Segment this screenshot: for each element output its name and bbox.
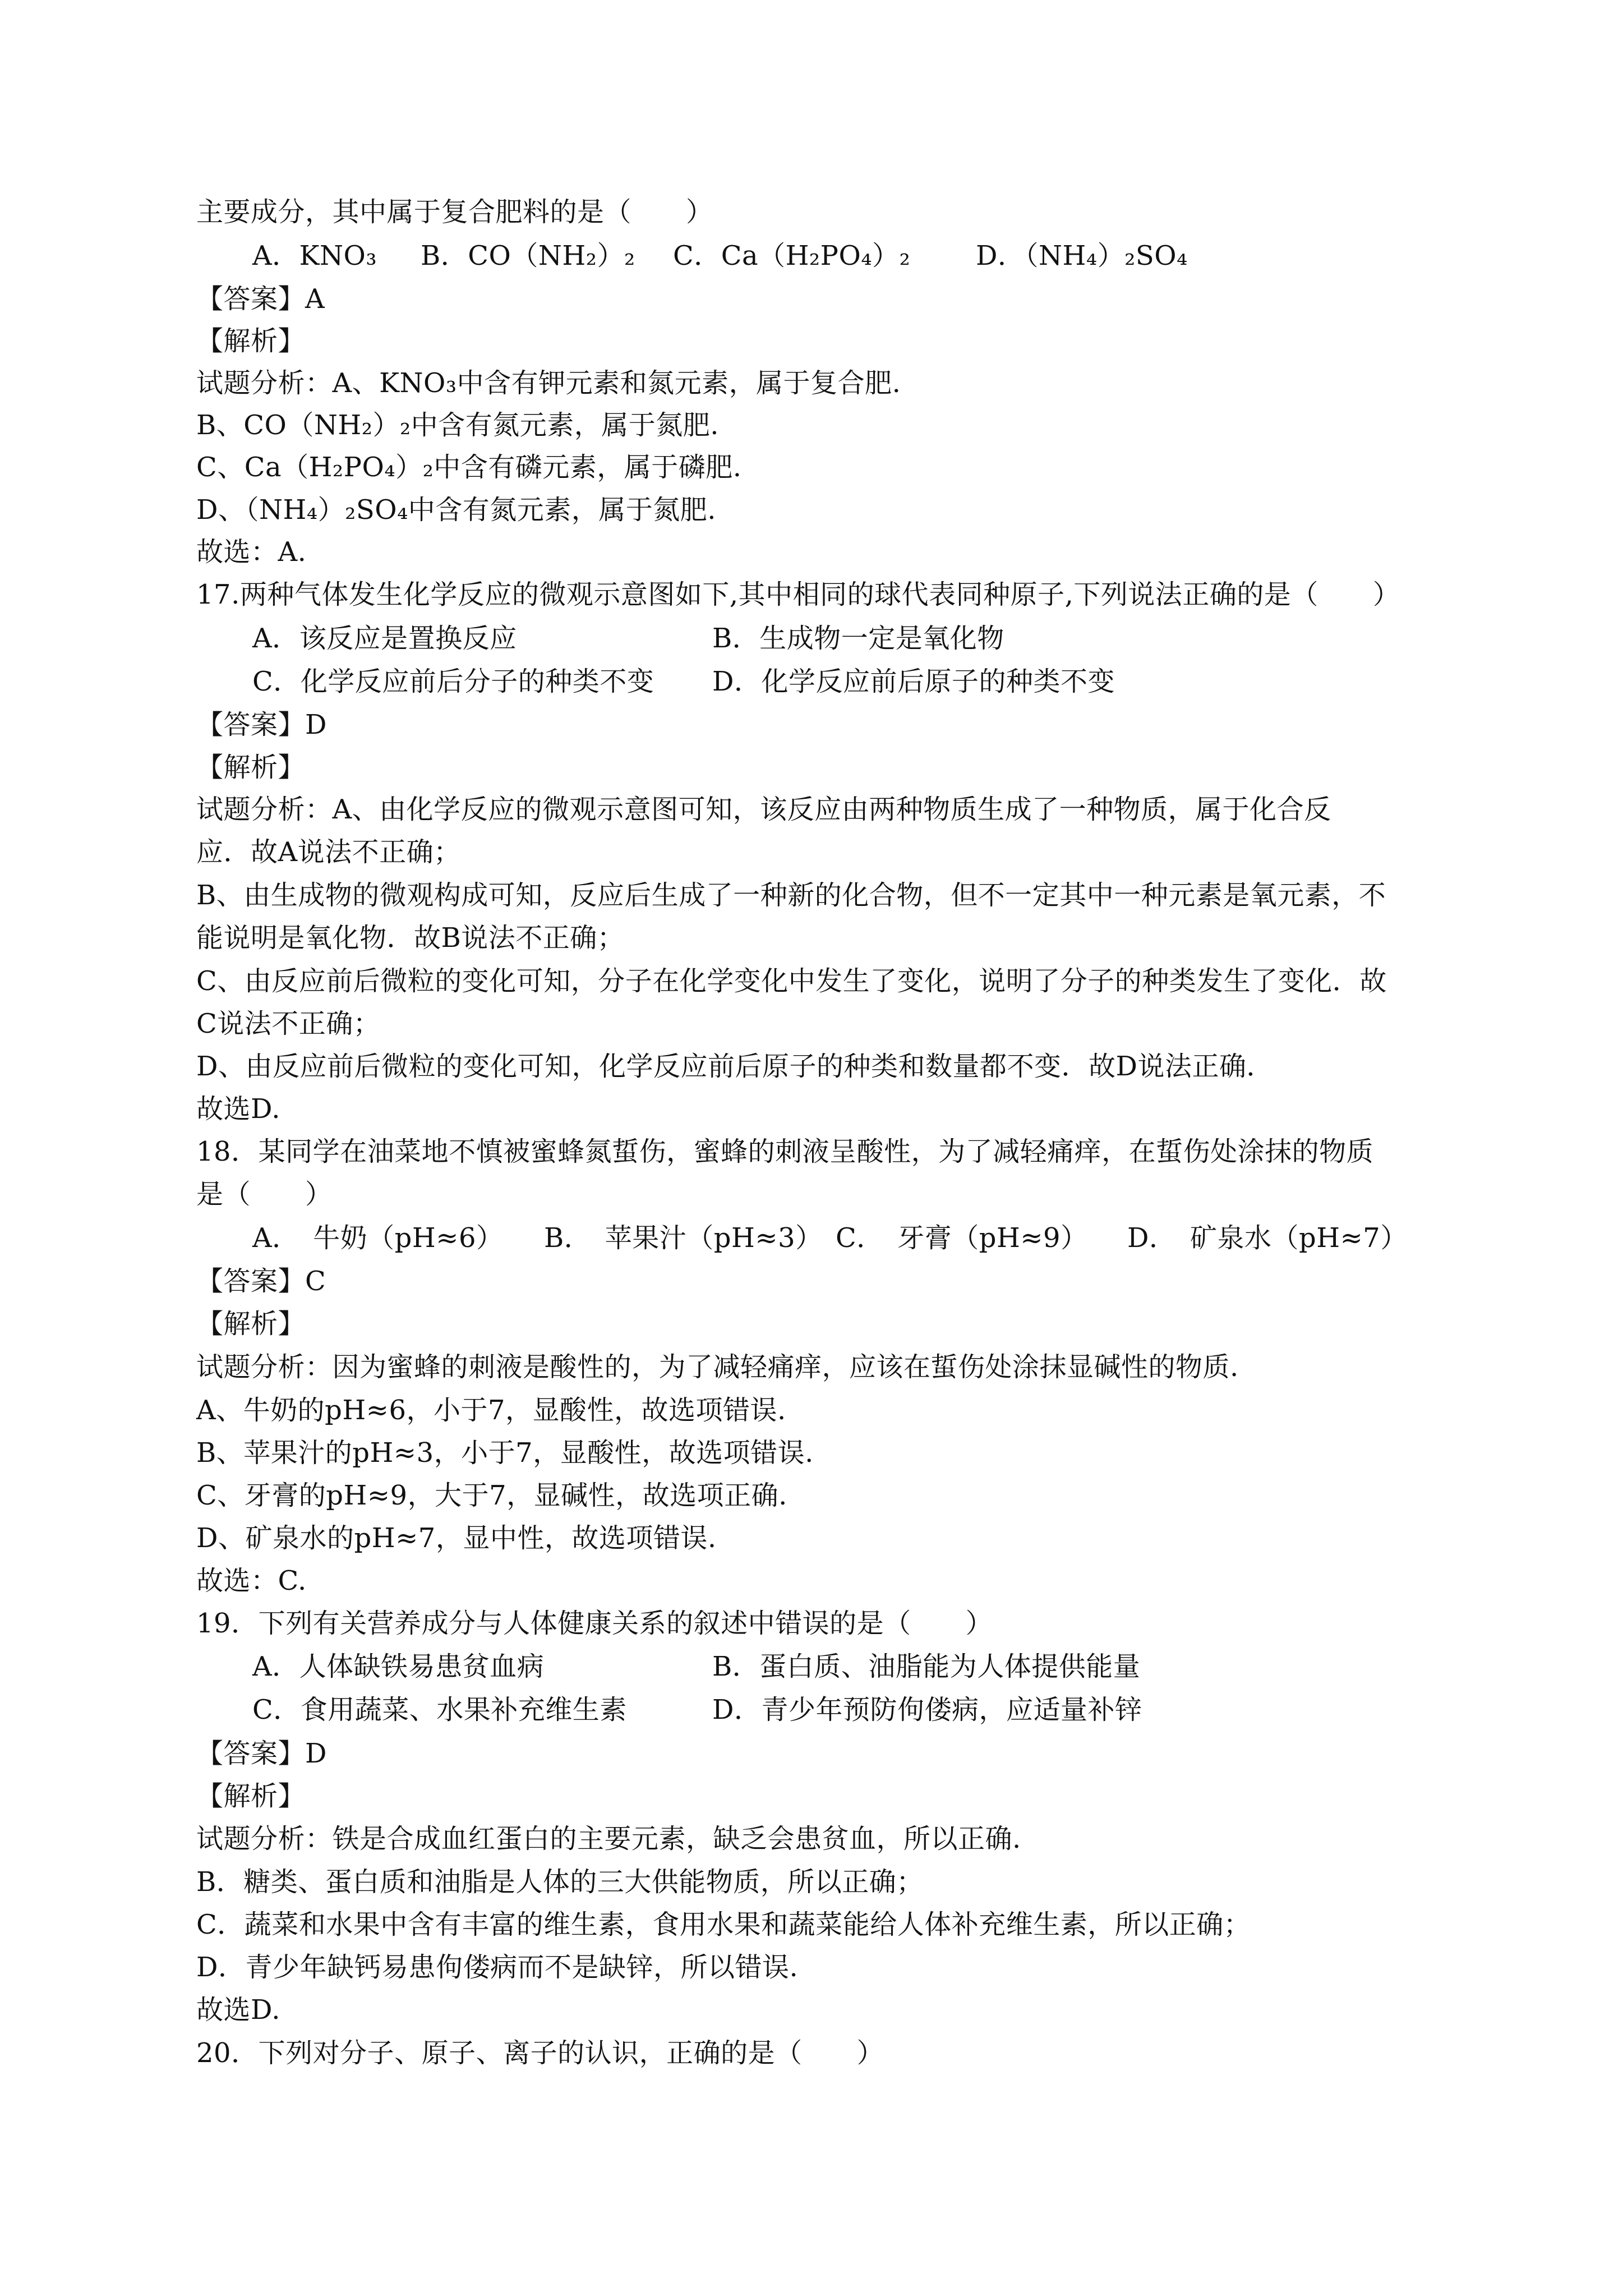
q16-options <box>252 239 1188 273</box>
q19-analysis-line: 故选D. <box>196 1994 281 2026</box>
q16-option-a: A．KNO₃ <box>252 240 377 272</box>
q19-option-d: D．青少年预防佝偻病，应适量补锌 <box>712 1694 1142 1726</box>
q16-option-d: D．（NH₄）₂SO₄ <box>976 240 1188 272</box>
q19-stem: 19．下列有关营养成分与人体健康关系的叙述中错误的是（ ） <box>196 1608 993 1639</box>
q16-analysis-line: 故选：A. <box>196 536 307 568</box>
q18-analysis-line: C、牙膏的pH≈9，大于7，显碱性，故选项正确. <box>196 1480 787 1511</box>
q17-stem: 17.两种气体发生化学反应的微观示意图如下,其中相同的球代表同种原子,下列说法正确的是（ ） <box>196 579 1400 610</box>
q17-analysis-line: C、由反应前后微粒的变化可知，分子在化学变化中发生了变化，说明了分子的种类发生了变化．故 <box>196 965 1387 997</box>
q17-options-row2 <box>252 665 1115 698</box>
q19-answer: 【答案】D <box>196 1738 327 1769</box>
q18-analysis-title: 【解析】 <box>196 1308 306 1340</box>
q18-option-a: A． 牛奶（pH≈6） <box>252 1222 504 1254</box>
q17-analysis-title: 【解析】 <box>196 752 306 783</box>
q18-stem-line: 18．某同学在油菜地不慎被蜜蜂氮蜇伤，蜜蜂的刺液呈酸性，为了减轻痛痒，在蜇伤处涂抹的物质 <box>196 1136 1374 1167</box>
q16-analysis-title: 【解析】 <box>196 325 306 357</box>
q19-option-b: B．蛋白质、油脂能为人体提供能量 <box>712 1651 1141 1682</box>
q17-analysis-line: D、由反应前后微粒的变化可知，化学反应前后原子的种类和数量都不变．故D说法正确． <box>196 1051 1274 1082</box>
q16-option-b: B．CO（NH₂）₂ <box>421 240 635 272</box>
q18-analysis-line: A、牛奶的pH≈6，小于7，显酸性，故选项错误. <box>196 1395 786 1426</box>
q17-option-c: C．化学反应前后分子的种类不变 <box>252 666 654 697</box>
q17-option-d: D．化学反应前后原子的种类不变 <box>712 666 1115 697</box>
q16-analysis-line: C、Ca（H₂PO₄）₂中含有磷元素，属于磷肥. <box>196 452 742 483</box>
q19-analysis-line: B．糖类、蛋白质和油脂是人体的三大供能物质，所以正确； <box>196 1866 924 1898</box>
q19-option-c: C．食用蔬菜、水果补充维生素 <box>252 1694 627 1726</box>
q19-analysis-line: 试题分析：铁是合成血红蛋白的主要元素，缺乏会患贫血，所以正确. <box>196 1823 1021 1855</box>
q18-option-b: B． 苹果汁（pH≈3） <box>544 1222 823 1254</box>
q18-option-d: D． 矿泉水（pH≈7） <box>1127 1222 1408 1254</box>
q17-analysis-line: 试题分析：A、由化学反应的微观示意图可知，该反应由两种物质生成了一种物质，属于化合反 <box>196 794 1331 825</box>
q17-option-a: A．该反应是置换反应 <box>252 623 517 654</box>
q18-option-c: C． 牙膏（pH≈9） <box>836 1222 1088 1254</box>
q18-stem-line: 是（ ） <box>196 1179 333 1210</box>
q17-analysis-line: 能说明是氧化物．故B说法不正确； <box>196 922 625 954</box>
q16-stem-tail: 主要成分，其中属于复合肥料的是（ ） <box>196 196 713 228</box>
q16-answer: 【答案】A <box>196 283 325 315</box>
q17-answer: 【答案】D <box>196 709 327 740</box>
q18-options <box>252 1221 1408 1255</box>
q17-analysis-line: 故选D. <box>196 1093 281 1125</box>
q18-analysis-line: 试题分析：因为蜜蜂的刺液是酸性的，为了减轻痛痒，应该在蜇伤处涂抹显碱性的物质. <box>196 1351 1239 1383</box>
q16-analysis-line: 试题分析：A、KNO₃中含有钾元素和氮元素，属于复合肥. <box>196 367 901 399</box>
q17-option-b: B．生成物一定是氧化物 <box>712 623 1004 654</box>
q20-stem: 20．下列对分子、原子、离子的认识，正确的是（ ） <box>196 2037 884 2069</box>
q19-analysis-line: C．蔬菜和水果中含有丰富的维生素，食用水果和蔬菜能给人体补充维生素，所以正确； <box>196 1909 1251 1940</box>
q16-option-c: C．Ca（H₂PO₄）₂ <box>673 240 911 272</box>
q18-analysis-line: B、苹果汁的pH≈3，小于7，显酸性，故选项错误. <box>196 1437 814 1469</box>
q18-answer: 【答案】C <box>196 1266 326 1297</box>
q17-analysis-line: B、由生成物的微观构成可知，反应后生成了一种新的化合物，但不一定其中一种元素是氧元素，不 <box>196 880 1386 911</box>
q16-analysis-line: D、（NH₄）₂SO₄中含有氮元素，属于氮肥. <box>196 494 717 526</box>
q19-options-row1 <box>252 1650 1140 1683</box>
q19-options-row2 <box>252 1693 1142 1727</box>
q18-analysis-line: 故选：C. <box>196 1565 307 1596</box>
q17-analysis-line: 应．故A说法不正确； <box>196 836 461 868</box>
q19-option-a: A．人体缺铁易患贫血病 <box>252 1651 545 1682</box>
q17-analysis-line: C说法不正确； <box>196 1008 381 1039</box>
q17-options-row1 <box>252 622 1004 655</box>
q19-analysis-title: 【解析】 <box>196 1780 306 1812</box>
q18-analysis-line: D、矿泉水的pH≈7，显中性，故选项错误. <box>196 1522 717 1554</box>
q16-analysis-line: B、CO（NH₂）₂中含有氮元素，属于氮肥. <box>196 409 719 441</box>
q19-analysis-line: D．青少年缺钙易患佝偻病而不是缺锌，所以错误. <box>196 1952 799 1983</box>
